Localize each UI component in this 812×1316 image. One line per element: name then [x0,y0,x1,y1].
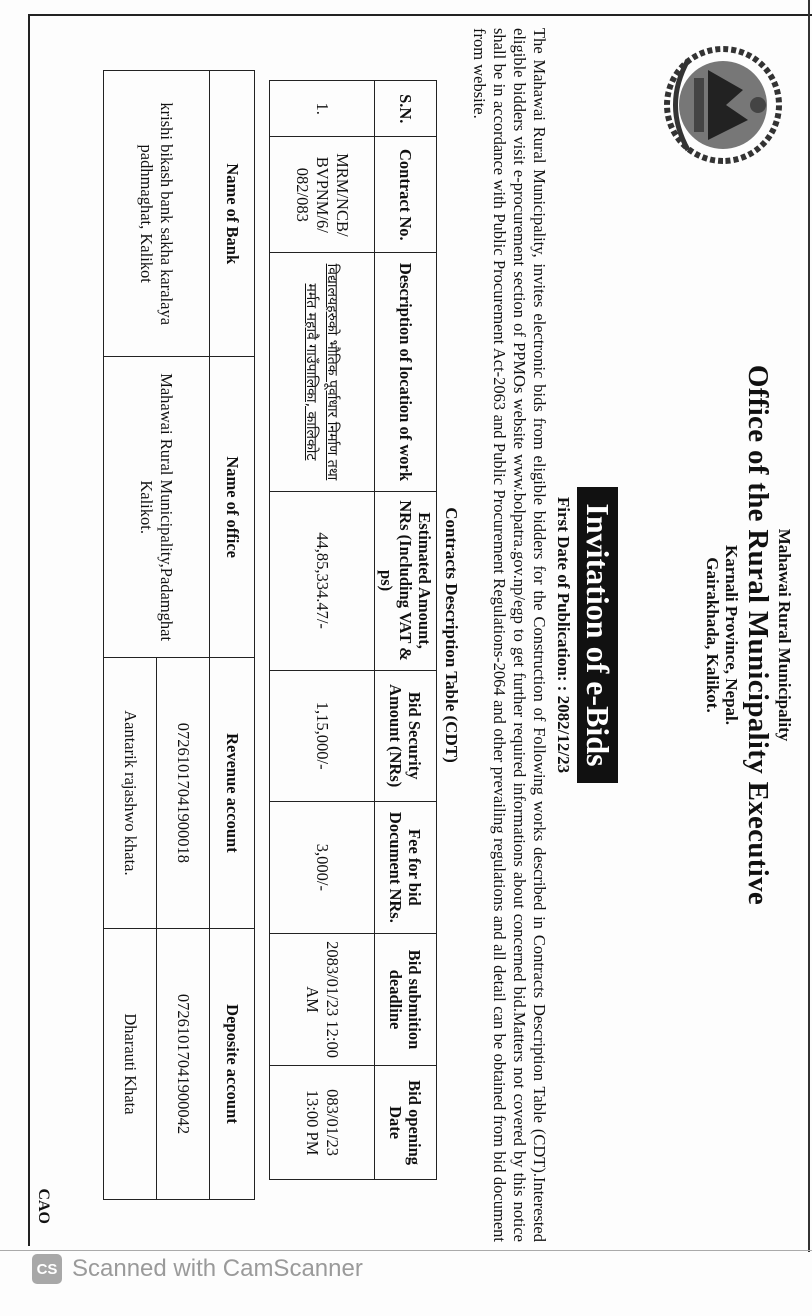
signature-cao: CAO [35,1188,52,1224]
watermark-text: Scanned with CamScanner [72,1255,363,1282]
fee-cell: 3,000/- [270,801,375,933]
notice-content [30,20,800,1250]
bank-name-cell: krishi bikash bank sakha karalaya padhmaghat, Kalikot [104,71,210,357]
revenue-account-cell: 07261017041900018 [157,657,210,928]
contract-no-cell: MRM/NCB/ BVPNM/6/ 082/083 [270,137,375,253]
province-line: Karnali Province, Nepal. [722,544,741,726]
sn-cell: 1. [270,81,375,137]
description-text: विद्यालयहरुको भौतिक पूर्वाधार निर्माण तथा मर्मत महावै गाउँपालिका, कालिकोट [303,263,340,481]
table-header-row [210,71,255,1200]
deposit-account-type-cell: Dharauti Khata [104,928,157,1199]
col-header: Deposite account [210,928,255,1199]
cdt-title: Contracts Description Table (CDT) [442,507,461,763]
camscanner-watermark [32,1254,363,1284]
table-row [157,71,210,1200]
place-line: Gairakhada, Kalikot. [703,557,722,713]
bid-security-cell: 1,15,000/- [270,670,375,801]
bank-table [103,70,255,1200]
col-header: Contract No. [375,137,437,253]
notice-body: The Mahawai Rural Municipality, invites electronic bids from eligible bidders for the Construction of Following works described in Contracts Description Table (CDT).Interested eligible bidders visit e-procurement section of PPMOs website www.bolpatra.gov.np/egp to get further required informations about concerned bid.Matters not covered by this notice shall be in accordance with Public Procurement Act-2063 and Public Procurement Regulations-2064 and other prevailing regulations and all detail can be obtained from bid document from website. [470,28,549,1242]
nepal-emblem-icon [658,40,788,170]
deposit-account-cell: 07261017041900042 [157,928,210,1199]
table-header-row [375,81,437,1180]
col-header: Revenue account [210,657,255,928]
revenue-account-type-cell: Aantarik rajashwo khata. [104,657,157,928]
col-header: Bid opening Date [375,1066,437,1180]
deadline-cell: 2083/01/23 12:00 AM [270,933,375,1065]
office-name-cell: Mahawai Rural Municipality,Padamghat Kalikot. [104,357,210,658]
col-header: Name of Bank [210,71,255,357]
col-header: S.N. [375,81,437,137]
col-header: Bid Security Amount (NRs) [375,670,437,801]
camscanner-logo-icon: CS [32,1254,62,1284]
office-title: Office of the Rural Municipality Executive [742,364,774,906]
page-border-top [28,14,812,16]
scan-edge [0,1250,812,1251]
municipality-name: Mahawai Rural Municipality [775,528,794,742]
col-header: Name of office [210,357,255,658]
col-header: Estimated Amount, NRs (Including VAT & ps) [375,491,437,670]
col-header: Description of location of work [375,253,437,491]
estimated-amount-cell: 44,85,334.47/- [270,491,375,670]
contracts-table [269,80,437,1180]
page-border-right [808,0,810,1252]
notice-title: Invitation of e-Bids [577,487,618,782]
publication-date: First Date of Publication: : 2082/12/23 [554,496,573,774]
col-header: Bid submition deadline [375,933,437,1065]
opening-date-cell: 083/01/23 13:00 PM [270,1066,375,1180]
description-cell [270,253,375,491]
notice-header [624,20,794,1250]
table-row [270,81,375,1180]
col-header: Fee for bid Document NRs. [375,801,437,933]
